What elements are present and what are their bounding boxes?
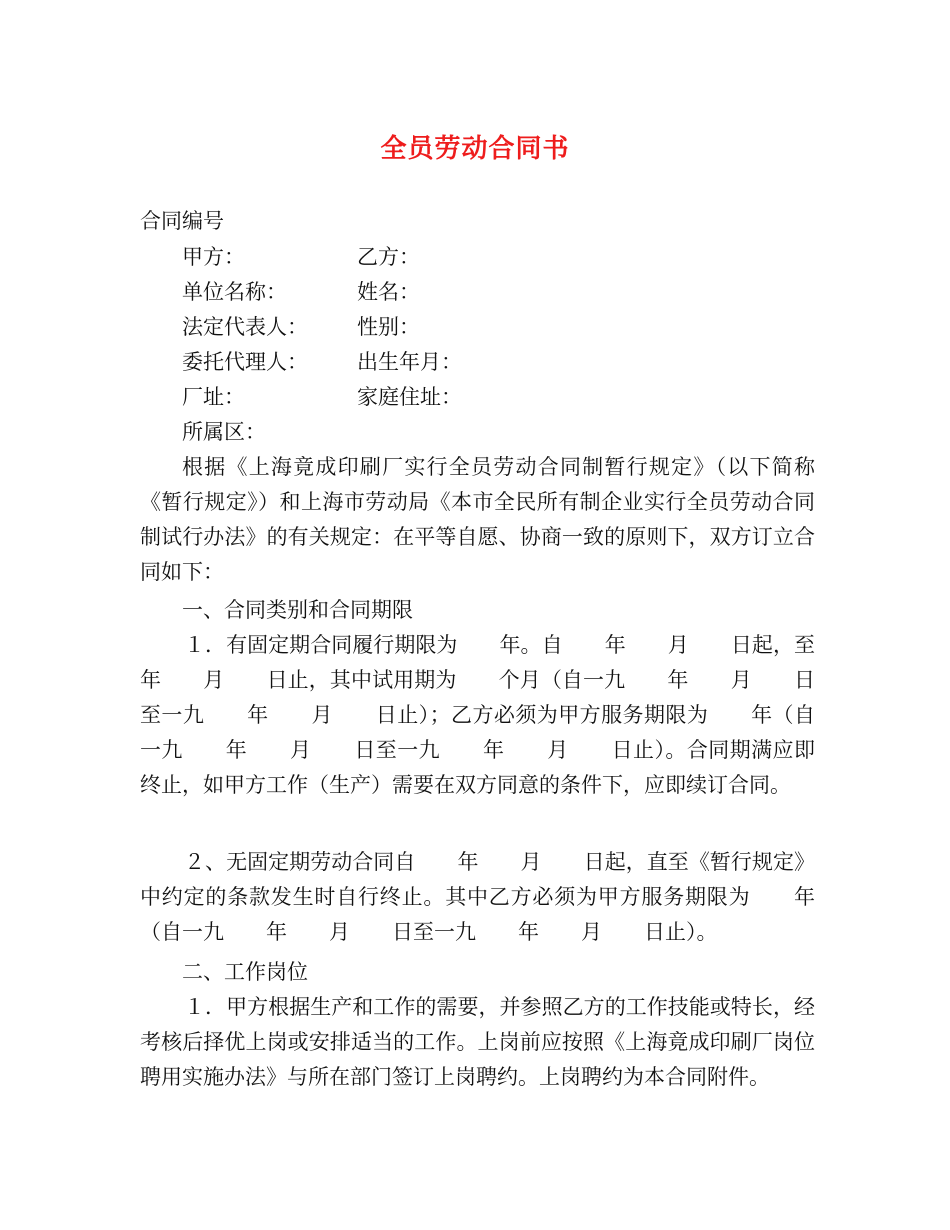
- gender-label: 性别：: [357, 315, 420, 339]
- section-1-item-2: ２、无固定期劳动合同自 年 月 日起，直至《暂行规定》中约定的条款发生时自行终止。其中乙方必须为甲方服务期限为 年（自一九 年 月 日至一九 年 月 日止）。: [140, 850, 815, 944]
- birth-label: 出生年月：: [357, 350, 462, 374]
- party-b-label: 乙方：: [357, 245, 420, 269]
- document-title: 全员劳动合同书: [380, 134, 570, 164]
- preamble-paragraph: 根据《上海竟成印刷厂实行全员劳动合同制暂行规定》（以下简称《暂行规定》）和上海市劳动局《本市全民所有制企业实行全员劳动合同制试行办法》的有关规定：在平等自愿、协商一致的原则下，双方订立合同如下：: [140, 455, 815, 584]
- legal-rep-label: 法定代表人：: [182, 315, 308, 339]
- home-address-label: 家庭住址：: [357, 385, 462, 409]
- name-label: 姓名：: [357, 280, 420, 304]
- section-1-heading: 一、合同类别和合同期限: [182, 598, 413, 622]
- section-2-item-1: １．甲方根据生产和工作的需要，并参照乙方的工作技能或特长，经考核后择优上岗或安排适当的工作。上岗前应按照《上海竟成印刷厂岗位聘用实施办法》与所在部门签订上岗聘约。上岗聘约为本合同附件。: [140, 995, 815, 1089]
- contract-number-label: 合同编号: [140, 209, 224, 233]
- section-2-heading: 二、工作岗位: [182, 960, 308, 984]
- party-a-label: 甲方：: [182, 245, 245, 269]
- factory-address-label: 厂址：: [182, 385, 245, 409]
- section-1-item-1: １．有固定期合同履行期限为 年。自 年 月 日起，至 年 月 日止，其中试用期为 个月（自一九 年 月 日至一九 年 月 日止）；乙方必须为甲方服务期限为 年（自一九 年 月 日至一九 年 月 日止）。合同期满应即终止，如甲方工作（生产）需要在双方同意的条件下，应即续订合同。: [140, 633, 857, 797]
- district-label: 所属区：: [182, 420, 266, 444]
- unit-name-label: 单位名称：: [182, 280, 287, 304]
- agent-label: 委托代理人：: [182, 350, 308, 374]
